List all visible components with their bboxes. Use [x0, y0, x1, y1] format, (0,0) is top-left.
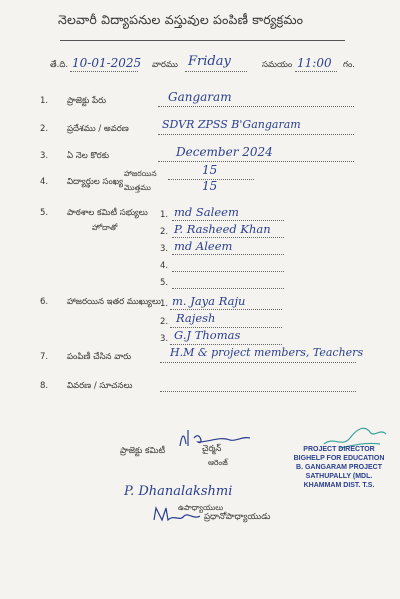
- teacher-role-label: ఉపాధ్యాయులు: [178, 503, 224, 512]
- others-name: m. Jaya Raju: [172, 294, 246, 308]
- committee-name: md Saleem: [174, 205, 239, 219]
- field-label-distributors: పంపిణీ చేసిన వారు: [67, 352, 132, 362]
- committee-dotline: [172, 237, 284, 238]
- field-label-others: హాజరయిన ఇతర ముఖ్యులు: [67, 297, 161, 307]
- chair-committee-label: ప్రాజెక్టు కమిటీ: [120, 446, 166, 456]
- others-name: Rajesh: [176, 311, 216, 325]
- others-number: 2.: [160, 317, 169, 327]
- field-label-students: విద్యార్థుల సంఖ్య: [67, 177, 123, 187]
- field-value-place: SDVR ZPSS B'Gangaram: [162, 118, 301, 131]
- field-dotline: [158, 134, 354, 135]
- day-label: వారము: [152, 60, 178, 70]
- committee-number: 3.: [160, 244, 169, 254]
- teacher-signature-name: P. Dhanalakshmi: [124, 484, 233, 499]
- committee-number: 2.: [160, 227, 169, 237]
- committee-dotline: [172, 288, 284, 289]
- chair-sub-label: ఆరెంజ్: [208, 458, 228, 467]
- others-number: 3.: [160, 334, 169, 344]
- stamp-line: SATHUPALLY (MDL.: [305, 473, 373, 480]
- field-label-committee: పాఠశాల కమిటీ సభ్యులు: [67, 208, 148, 218]
- headmaster-label: ప్రధానోపాధ్యాయుడు: [204, 512, 271, 522]
- stamp-line: B. GANGARAM PROJECT: [296, 464, 382, 471]
- time-value: 11:00: [297, 56, 332, 70]
- time-dotline: [295, 71, 337, 72]
- field-dotline: [158, 106, 354, 107]
- field-number: 2.: [40, 124, 49, 134]
- field-label-place: ప్రదేశము / అవరణ: [67, 124, 129, 134]
- others-name: G.J Thomas: [174, 328, 241, 342]
- committee-name: md Aleem: [174, 239, 233, 253]
- field-sub-present: హాజరయిన: [124, 169, 157, 178]
- date-label: తే.ది.: [50, 60, 69, 70]
- field-number: 1.: [40, 96, 49, 106]
- field-dotline: [158, 161, 354, 162]
- title-underline: [60, 40, 345, 41]
- field-sub-designation: హోదాతో: [92, 223, 118, 232]
- field-value-distributors: H.M & project members, Teachers: [170, 346, 364, 359]
- field-number: 8.: [40, 381, 49, 391]
- field-dotline: [160, 391, 356, 392]
- stamp-line: KHAMMAM DIST. T.S.: [303, 482, 375, 489]
- field-number: 6.: [40, 297, 49, 307]
- day-value: Friday: [188, 54, 231, 69]
- field-value-project: Gangaram: [168, 90, 232, 104]
- field-number: 3.: [40, 151, 49, 161]
- stamp-line: PROJECT DIRECTOR: [303, 446, 375, 453]
- committee-dotline: [172, 254, 284, 255]
- field-label-month: ఏ నెల కొరకు: [67, 151, 110, 161]
- field-sub-total: మొత్తము: [124, 183, 151, 192]
- document-title: నెలవారీ విద్యాపనుల వస్తువుల పంపిణీ కార్యక్రమం: [58, 12, 304, 27]
- chair-role-label: చైర్మన్: [202, 444, 222, 454]
- date-value: 10-01-2025: [72, 56, 142, 70]
- headmaster-signature: [150, 504, 202, 526]
- time-label: సమయం: [262, 60, 293, 70]
- field-value-month: December 2024: [176, 145, 273, 159]
- others-dotline: [170, 344, 282, 345]
- project-director-stamp: [282, 445, 396, 517]
- date-dotline: [70, 71, 138, 72]
- committee-number: 5.: [160, 278, 169, 288]
- time-suffix: గం.: [343, 60, 355, 70]
- field-label-remarks: వివరణ / సూచనలు: [67, 381, 133, 391]
- committee-dotline: [172, 220, 284, 221]
- field-number: 4.: [40, 177, 49, 187]
- day-dotline: [185, 71, 247, 72]
- field-number: 7.: [40, 352, 49, 362]
- students-present-value: 15: [202, 163, 218, 177]
- field-label-project: ప్రాజెక్టు పేరు: [67, 96, 107, 106]
- students-total-value: 15: [202, 179, 218, 193]
- committee-name: P. Rasheed Khan: [174, 222, 271, 236]
- stamp-line: BIGHELP FOR EDUCATION: [293, 455, 385, 462]
- field-number: 5.: [40, 208, 49, 218]
- others-dotline: [170, 309, 282, 310]
- field-dotline: [160, 362, 356, 363]
- committee-number: 1.: [160, 210, 169, 220]
- committee-dotline: [172, 271, 284, 272]
- committee-number: 4.: [160, 261, 169, 271]
- others-number: 1.: [160, 299, 169, 309]
